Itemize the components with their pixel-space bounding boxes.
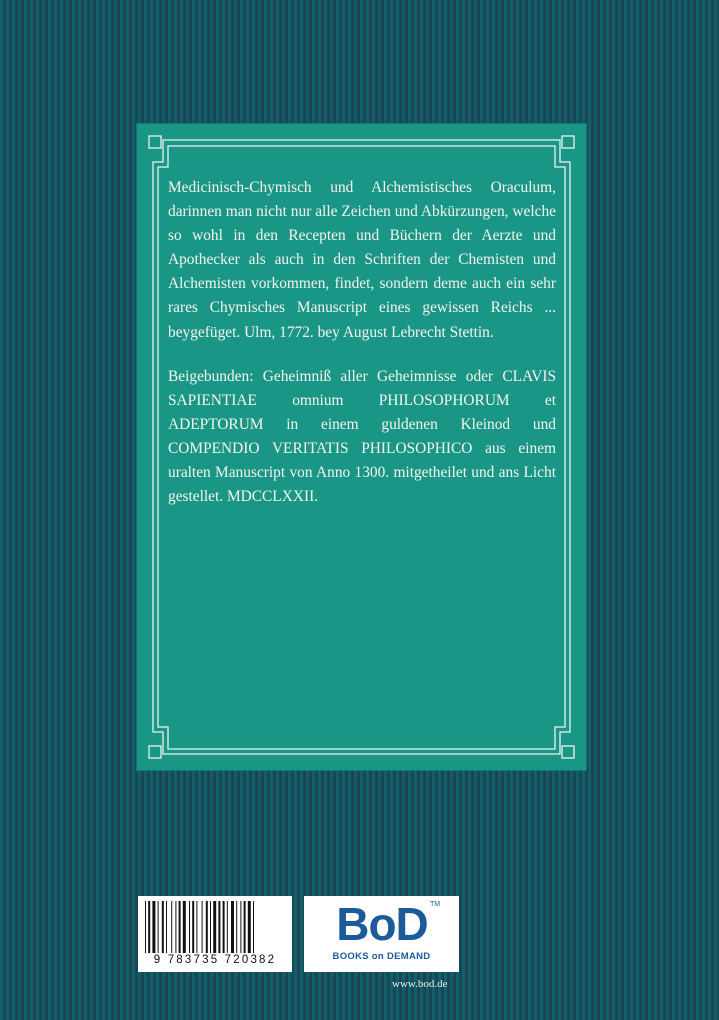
trademark-mark: TM: [430, 901, 441, 908]
barcode-bars: [145, 901, 285, 953]
description-text: [168, 176, 556, 509]
description-panel: [137, 124, 586, 770]
publisher-url: www.bod.de: [392, 978, 448, 990]
bod-tagline: BOOKS on DEMAND: [332, 951, 431, 962]
barcode: [138, 896, 292, 972]
description-paragraph-2: Beigebunden: Geheimniß aller Geheimnisse oder CLAVIS SAPIENTIAE omnium PHILOSOPHORUM et ADEPTORUM in einem guldenen Kleinod und COMPENDIO VERITATIS PHILOSOPHICO aus einem uralten Manuscript von Anno 1300. mitgetheilet und ans Licht gestellet. MDCCLXXII.: [168, 367, 556, 506]
description-paragraph-1: Medicinisch-Chymisch und Alchemistisches Oraculum, darinnen man nicht nur alle Zeichen und Abkürzungen, welche so wohl in den Recepten und Büchern der Aerzte und Apothecker als auch in den Schriften der Chemisten und Alchemisten vorkommen, findet, sondern deme auch ein sehr rares Chymisches Manuscript eines gewissen Reichs ... beygefüget. Ulm, 1772. bey August Lebrecht Stettin.: [168, 179, 556, 341]
publisher-logo: [304, 896, 459, 972]
bod-logo-text: BoD: [336, 898, 428, 950]
isbn-number: 9 783735 720382: [153, 954, 277, 966]
